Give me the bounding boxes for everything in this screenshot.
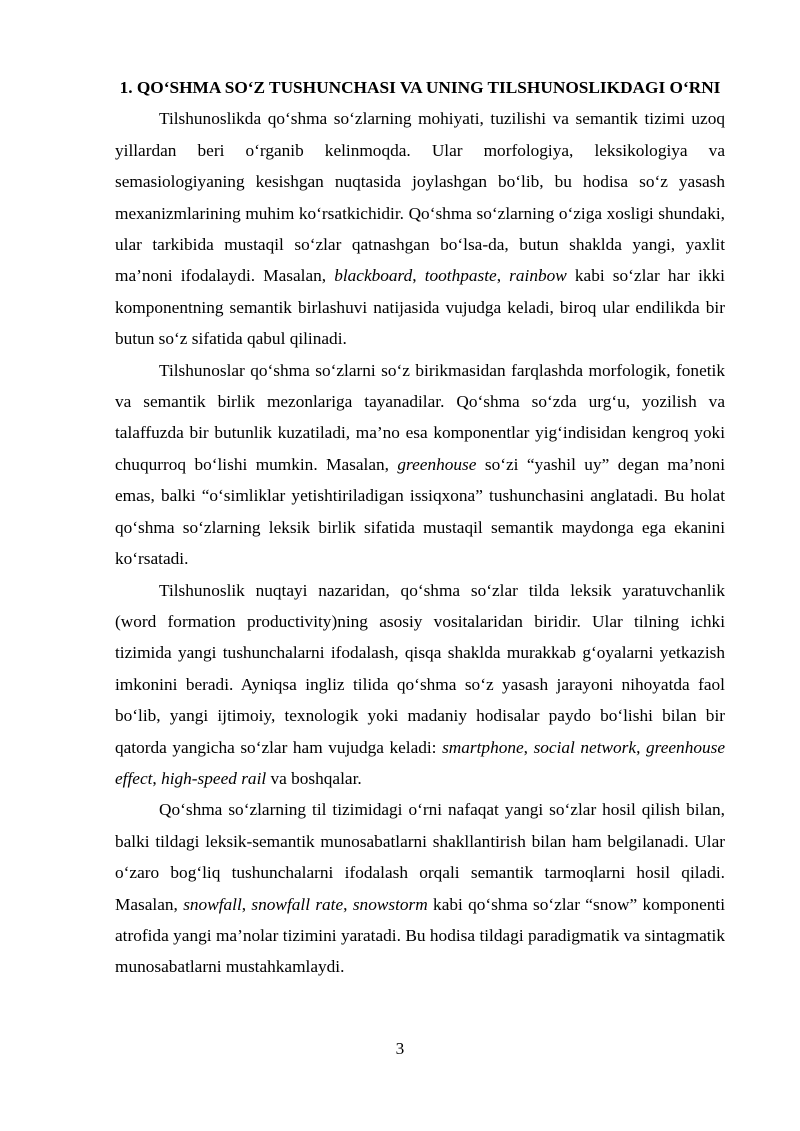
example-snowfall: snowfall <box>183 894 242 914</box>
example-snowfall-rate: snowfall rate <box>251 894 344 914</box>
example-social-network: social network <box>533 737 637 757</box>
separator: , <box>343 894 353 914</box>
example-rainbow: rainbow <box>509 266 567 286</box>
example-greenhouse: greenhouse <box>397 454 477 474</box>
example-snowstorm: snowstorm <box>352 894 428 914</box>
paragraph-1 <box>115 103 725 354</box>
paragraph-2-text-a: Tilshunoslar qo‘shma so‘zlarni so‘z birikmasidan farqlashda morfologik, fonetik va semantik birlik mezonlariga tayanadilar. Qo‘shma so‘zda urg‘u, yozilish va talaffuzda bir butunlik kuzatiladi, ma’no esa komponentlar yig‘indisidan kengroq yoki chuqurroq bo‘lishi mumkin. Masalan, <box>115 360 725 474</box>
separator: , <box>496 266 510 286</box>
separator: , <box>523 737 534 757</box>
example-blackboard: blackboard <box>334 266 413 286</box>
paragraph-2-text-b: so‘zi “yashil uy” degan ma’noni emas, balki “o‘simliklar yetishtiriladigan issiqxona” tushunchasini anglatadi. Bu holat qo‘shma so‘zlarning leksik birlik sifatida mustaqil semantik maydonga ega ekanini ko‘rsatadi. <box>115 454 726 569</box>
separator: , <box>241 894 252 914</box>
page-content <box>115 72 725 983</box>
paragraph-2 <box>115 355 725 575</box>
example-greenhouse-effect: greenhouse effect <box>115 737 726 788</box>
paragraph-4-text-b: kabi qo‘shma so‘zlar “snow” komponenti atrofida yangi ma’nolar tizimini yaratadi. Bu hodisa tildagi paradigmatik va sintagmatik munosabatlarni mustahkamlaydi. <box>115 894 726 977</box>
example-high-speed-rail: high-speed rail <box>161 768 267 788</box>
separator: , <box>152 768 162 788</box>
paragraph-3-text-b: va boshqalar. <box>266 768 362 788</box>
separator: , <box>412 266 425 286</box>
paragraph-4-text-a: Qo‘shma so‘zlarning til tizimidagi o‘rni nafaqat yangi so‘zlar hosil qilish bilan, balki tildagi leksik-semantik munosabatlarni shakllantirish bilan ham belgilanadi. Ular o‘zaro bog‘liq tushunchalarni ifodalash orqali semantik tarmoqlarni hosil qiladi. Masalan, <box>115 800 725 914</box>
paragraph-4 <box>115 794 725 982</box>
section-heading: 1. QO‘SHMA SO‘Z TUSHUNCHASI VA UNING TILSHUNOSLIKDAGI O‘RNI <box>119 78 721 97</box>
paragraph-1-text-a: Tilshunoslikda qo‘shma so‘zlarning mohiyati, tuzilishi va semantik tizimi uzoq yillardan beri o‘rganib kelinmoqda. Ular morfologiya, leksikologiya va semasiologiyaning kesishgan nuqtasida joylashgan bo‘lib, bu hodisa so‘z yasash mexanizmlarining muhim ko‘rsatkichidir. Qo‘shma so‘zlarning o‘ziga xosligi shundaki, ular tarkibida mustaqil so‘zlar qatnashgan bo‘lsa-da, butun shaklda yangi, yaxlit ma’noni ifodalaydi. Masalan, <box>115 109 725 286</box>
page-number: 3 <box>395 1039 405 1058</box>
separator: , <box>636 737 646 757</box>
paragraph-3 <box>115 575 725 795</box>
example-smartphone: smartphone <box>442 737 524 757</box>
example-toothpaste: toothpaste <box>424 266 497 286</box>
paragraph-3-text-a: Tilshunoslik nuqtayi nazaridan, qo‘shma so‘zlar tilda leksik yaratuvchanlik (word formation productivity)ning asosiy vositalaridan biridir. Ular tilning ichki tizimida yangi tushunchalarni ifodalash, qisqa shaklda murakkab g‘oyalarni yetkazish imkonini beradi. Ayniqsa ingliz tilida qo‘shma so‘z yasash jarayoni nihoyatda faol bo‘lib, yangi ijtimoiy, texnologik yoki madaniy hodisalar paydo bo‘lishi bilan bir qatorda yangicha so‘zlar ham vujudga keladi: <box>115 580 725 757</box>
paragraph-1-text-b: kabi so‘zlar har ikki komponentning semantik birlashuvi natijasida vujudga keladi, biroq ular endilikda bir butun so‘z sifatida qabul qilinadi. <box>115 266 725 349</box>
